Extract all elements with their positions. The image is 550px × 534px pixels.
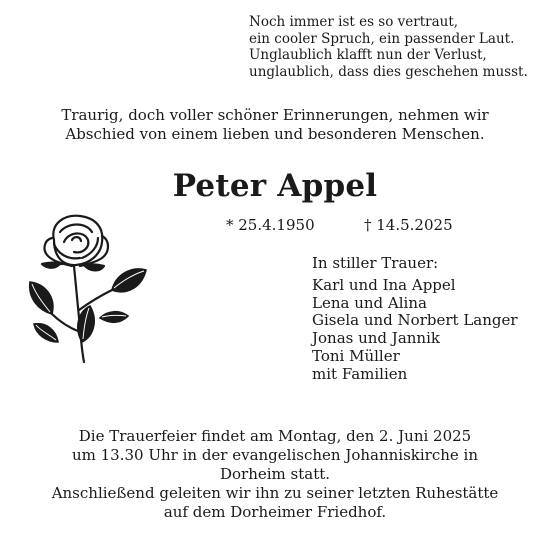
death-date: † 14.5.2025 bbox=[364, 216, 453, 234]
mourner-name: Lena und Alina bbox=[312, 293, 427, 312]
mourner-name: Jonas und Jannik bbox=[312, 329, 440, 348]
ceremony-info bbox=[0, 427, 550, 522]
mourners-list bbox=[312, 255, 518, 384]
poem-line: Unglaublich klafft nun der Verlust, bbox=[249, 47, 487, 63]
poem-line: ein cooler Spruch, ein passender Laut. bbox=[249, 30, 515, 47]
poem-line: Noch immer ist es so vertraut, bbox=[249, 14, 459, 30]
intro-text bbox=[0, 106, 550, 144]
ceremony-line: Anschließend geleiten wir ihn zu seiner letzten Ruhestätte bbox=[51, 484, 499, 502]
intro-line: Abschied von einem lieben und besonderen Menschen. bbox=[65, 125, 485, 143]
mourner-name: Karl und Ina Appel bbox=[312, 275, 456, 294]
mourner-name: Gisela und Norbert Langer bbox=[312, 311, 518, 330]
intro-line: Traurig, doch voller schöner Erinnerungen, nehmen wir bbox=[61, 106, 489, 124]
ceremony-line: Dorheim statt. bbox=[219, 465, 331, 483]
poem-line: unglaublich, dass dies geschehen musst. bbox=[249, 63, 528, 80]
ceremony-line: Die Trauerfeier findet am Montag, den 2. Juni 2025 bbox=[78, 427, 472, 445]
ceremony-line: um 13.30 Uhr in der evangelischen Johanniskirche in bbox=[71, 446, 479, 464]
mourner-name: mit Familien bbox=[312, 364, 408, 383]
ceremony-line: auf dem Dorheimer Friedhof. bbox=[163, 503, 387, 521]
deceased-name: Peter Appel bbox=[172, 168, 378, 204]
poem bbox=[249, 14, 539, 80]
mourners-label: In stiller Trauer: bbox=[312, 254, 439, 272]
birth-date: * 25.4.1950 bbox=[226, 216, 315, 234]
rose-icon bbox=[24, 210, 154, 365]
mourner-name: Toni Müller bbox=[312, 346, 400, 365]
